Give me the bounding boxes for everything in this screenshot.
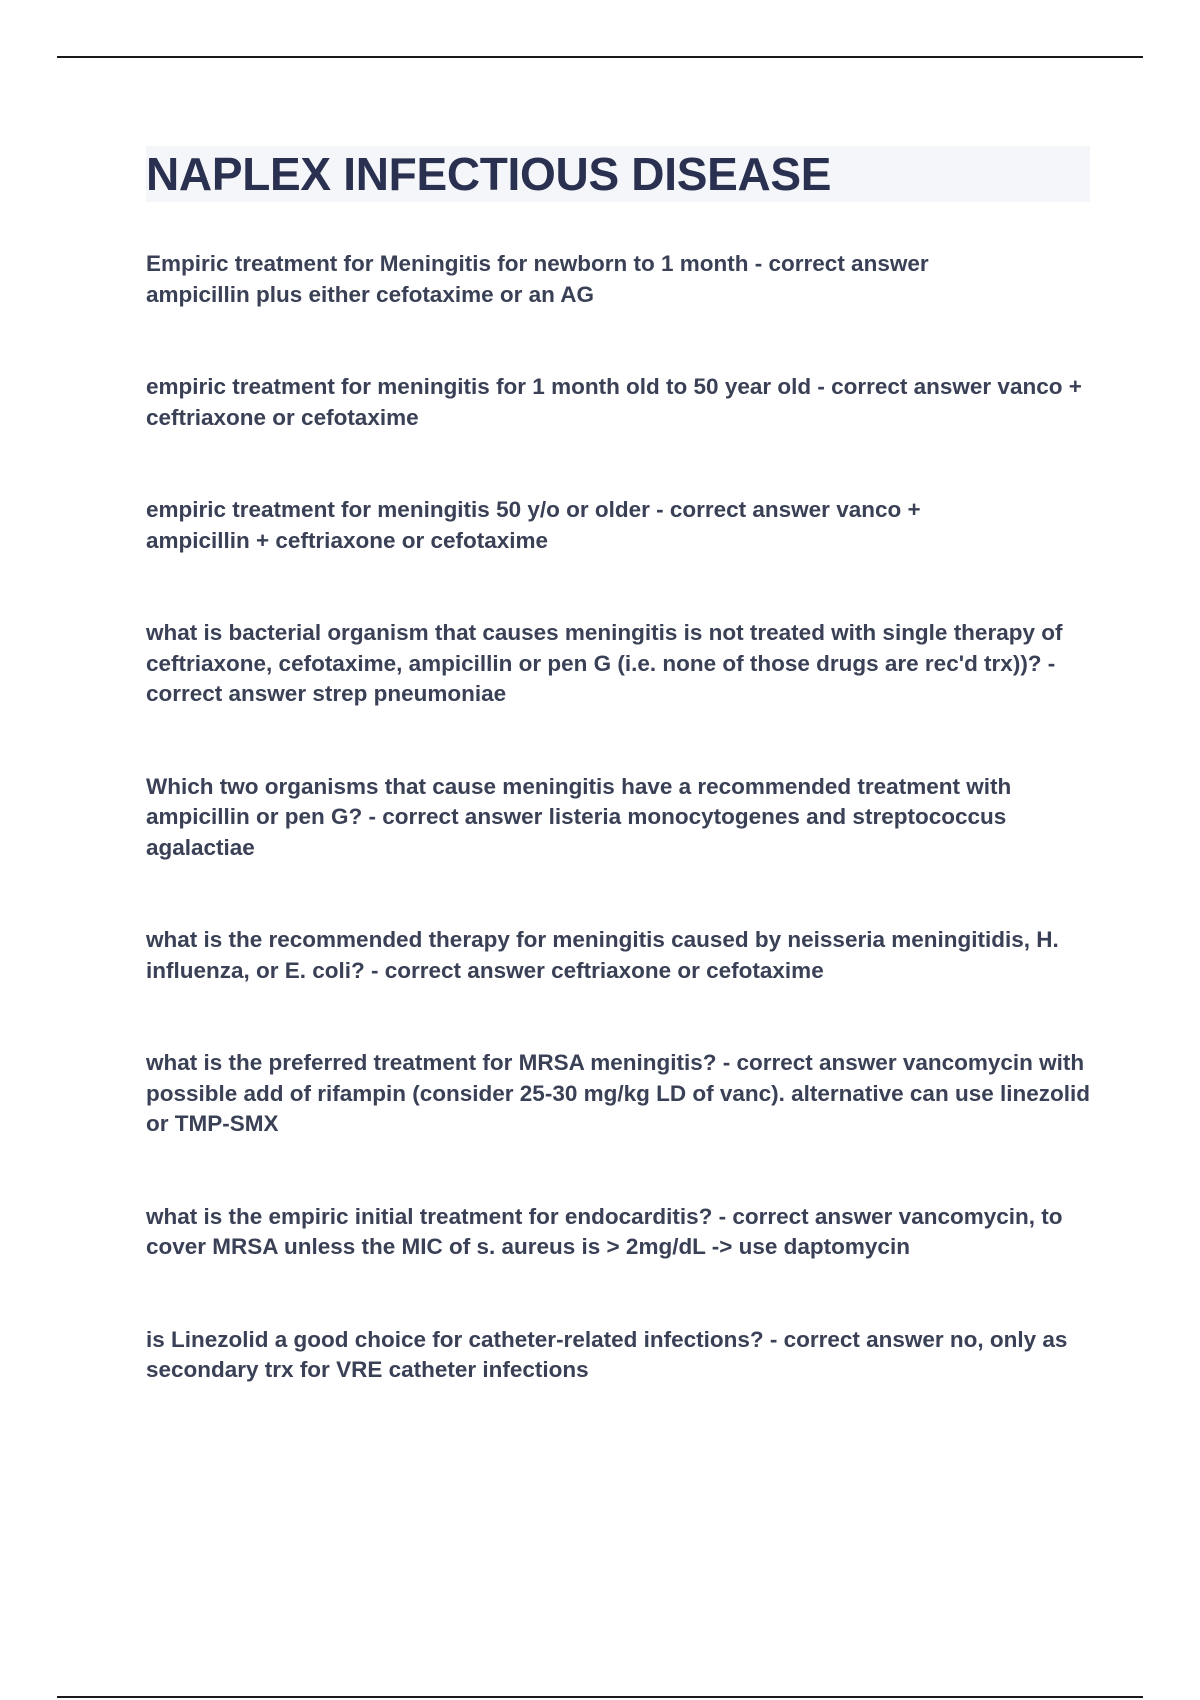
title-band (146, 146, 1090, 202)
qa-list (146, 249, 1090, 1386)
qa-item: what is the empiric initial treatment for endocarditis? - correct answer vancomycin, to cover MRSA unless the MIC of s. aureus is > 2mg/dL -> use daptomycin (146, 1203, 1063, 1259)
qa-item: what is bacterial organism that causes meningitis is not treated with single therapy of ceftriaxone, cefotaxime, ampicillin or pen G (i.e. none of those drugs are rec'd trx))? - correct answer strep pneumoniae (146, 620, 1063, 706)
top-rule (57, 56, 1143, 58)
qa-item: what is the recommended therapy for meningitis caused by neisseria meningitidis, H. influenza, or E. coli? - correct answer ceftriaxone or cefotaxime (146, 927, 1059, 983)
qa-item: empiric treatment for meningitis 50 y/o or older - correct answer vanco + ampicillin + ceftriaxone or cefotaxime (146, 497, 921, 553)
qa-item: empiric treatment for meningitis for 1 month old to 50 year old - correct answer vanco + ceftriaxone or cefotaxime (146, 374, 1082, 430)
qa-item: Empiric treatment for Meningitis for newborn to 1 month - correct answer ampicillin plus either cefotaxime or an AG (146, 251, 929, 307)
qa-item: what is the preferred treatment for MRSA meningitis? - correct answer vancomycin with possible add of rifampin (consider 25-30 mg/kg LD of vanc). alternative can use linezolid or TMP-SMX (146, 1050, 1090, 1136)
qa-item: Which two organisms that cause meningitis have a recommended treatment with ampicillin or pen G? - correct answer listeria monocytogenes and streptococcus agalactiae (146, 773, 1012, 860)
qa-item: is Linezolid a good choice for catheter-related infections? - correct answer no, only as secondary trx for VRE catheter infections (146, 1326, 1068, 1382)
bottom-rule (57, 1696, 1143, 1698)
document-title: NAPLEX INFECTIOUS DISEASE (146, 148, 832, 200)
document-body (146, 146, 1090, 1386)
